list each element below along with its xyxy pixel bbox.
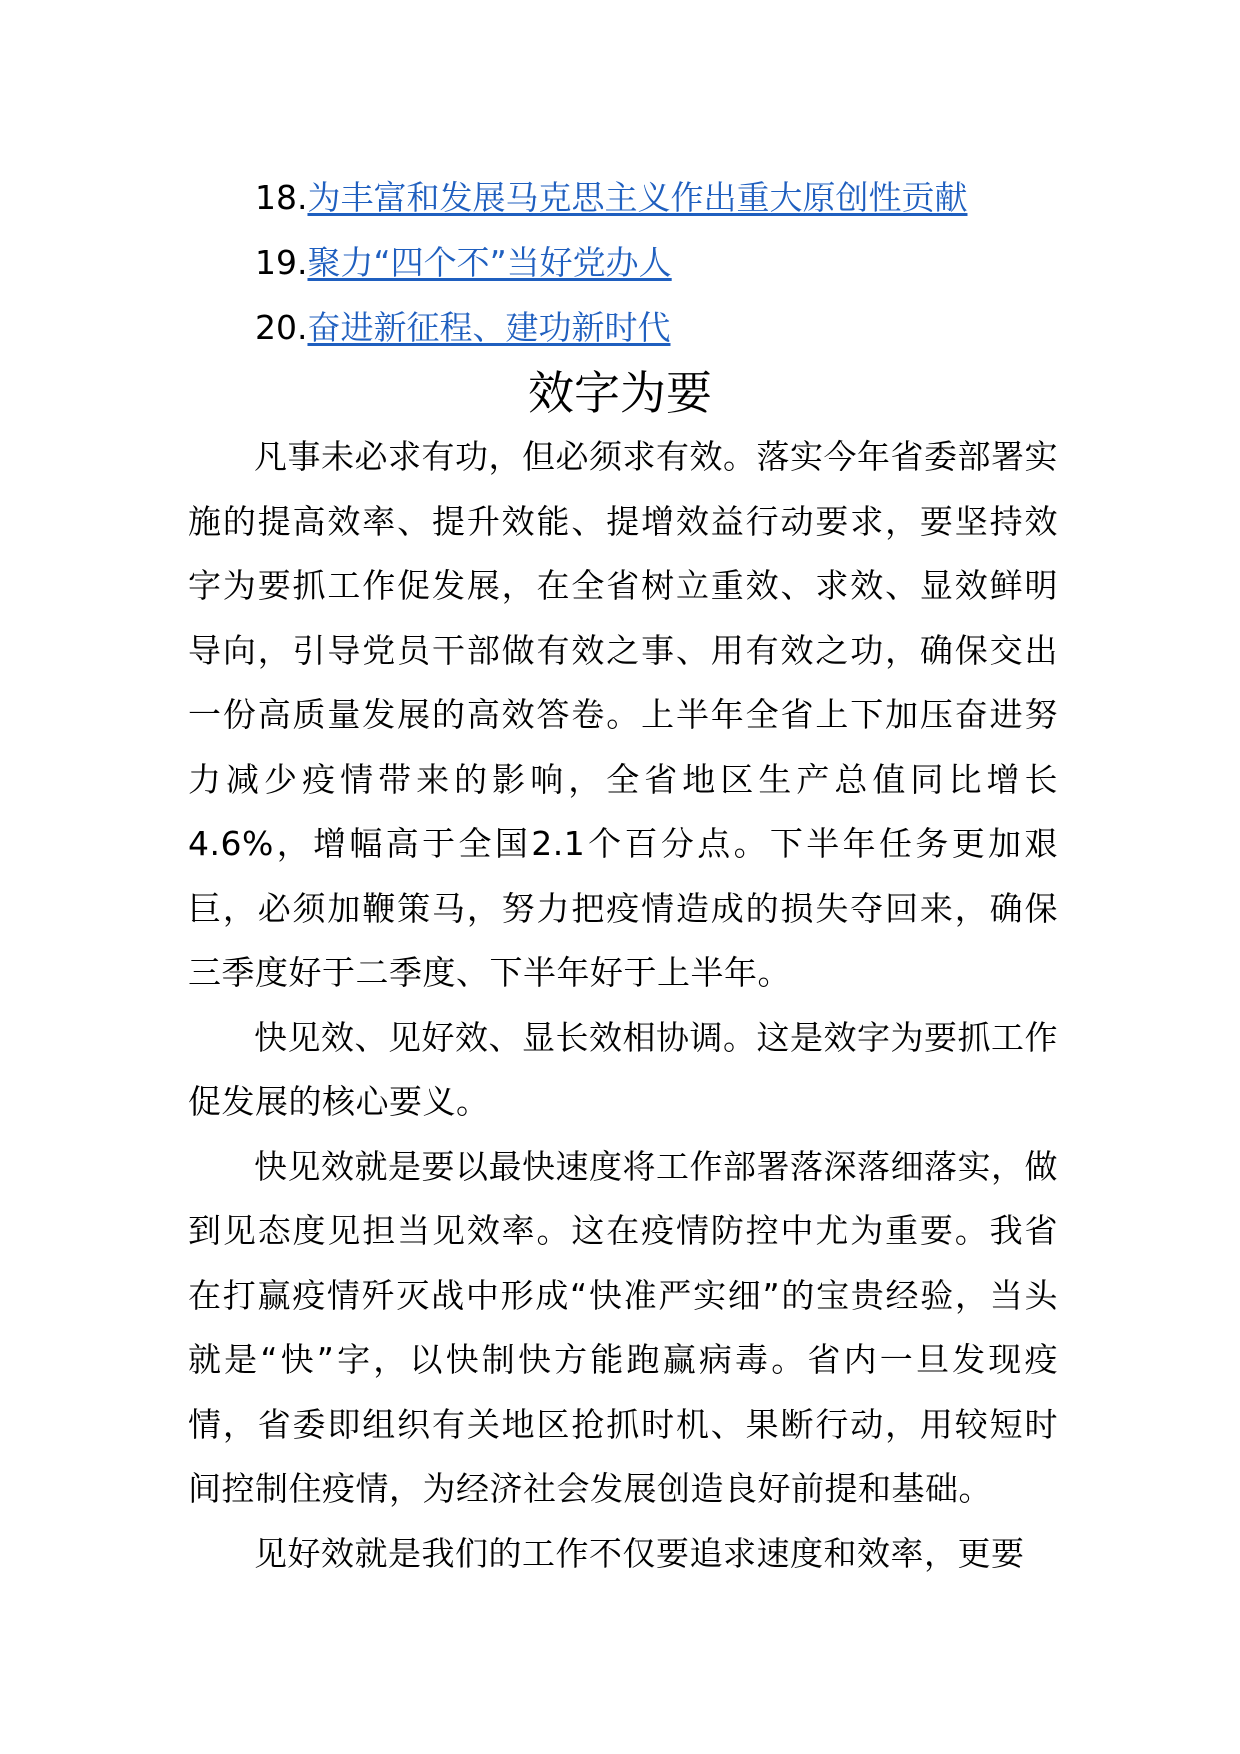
article-link[interactable]: 为丰富和发展马克思主义作出重大原创性贡献 (307, 178, 968, 217)
list-item-number: 20. (255, 308, 308, 347)
article-title: 效字为要 (528, 366, 712, 420)
paragraph: 见好效就是我们的工作不仅要追求速度和效率，更要 (254, 1533, 1025, 1573)
list-item-number: 19. (255, 243, 308, 282)
article-body (188, 425, 1058, 1586)
related-links-list (255, 170, 1115, 365)
list-item (255, 235, 1115, 300)
paragraph: 快见效、见好效、显长效相协调。这是效字为要抓工作促发展的核心要义。 (188, 1017, 1058, 1121)
list-item (255, 170, 1115, 235)
paragraph: 快见效就是要以最快速度将工作部署落深落细落实，做到见态度见担当见效率。这在疫情防控中尤为重要。我省在打赢疫情歼灭战中形成“快准严实细”的宝贵经验，当头就是“快”字，以快制快方能跑赢病毒。省内一旦发现疫情，省委即组织有关地区抢抓时机、果断行动，用较短时间控制住疫情，为经济社会发展创造良好前提和基础。 (188, 1146, 1058, 1508)
article-link[interactable]: 聚力“四个不”当好党办人 (307, 243, 672, 282)
article-link[interactable]: 奋进新征程、建功新时代 (307, 308, 671, 347)
list-item (255, 300, 1115, 365)
list-item-number: 18. (255, 178, 308, 217)
paragraph: 凡事未必求有功，但必须求有效。落实今年省委部署实施的提高效率、提升效能、提增效益行动要求，要坚持效字为要抓工作促发展，在全省树立重效、求效、显效鲜明导向，引导党员干部做有效之事、用有效之功，确保交出一份高质量发展的高效答卷。上半年全省上下加压奋进努力减少疫情带来的影响，全省地区生产总值同比增长4.6%，增幅高于全国2.1个百分点。下半年任务更加艰巨，必须加鞭策马，努力把疫情造成的损失夺回来，确保三季度好于二季度、下半年好于上半年。 (188, 437, 1058, 992)
